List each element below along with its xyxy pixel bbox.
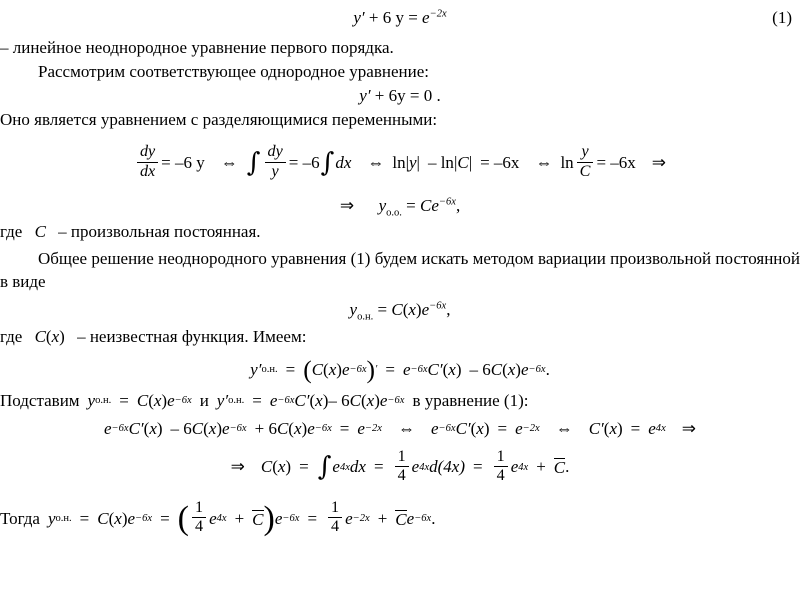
substitution-line	[0, 391, 800, 411]
deriv-p3-close: )	[515, 359, 521, 379]
dy-numerator: dy	[137, 143, 158, 162]
int-Cbar: C	[553, 458, 566, 478]
deriv-y: y	[250, 359, 258, 379]
final-e5-exp: −6x	[414, 513, 432, 525]
final-Cbar: C	[252, 509, 264, 529]
int-e3: e	[510, 457, 519, 477]
int-e1: e	[332, 457, 340, 477]
homogeneous-equation	[0, 86, 800, 106]
C-bar-constant-3	[395, 510, 406, 528]
int-p-open: (	[272, 457, 278, 477]
sep-abs-y: y	[409, 153, 417, 172]
oon-e: e	[421, 300, 430, 320]
oon-eq: =	[377, 300, 388, 320]
big-p1-close: )	[156, 418, 163, 438]
subst-x3: x	[366, 390, 375, 410]
final-e5: e	[406, 508, 415, 528]
big-e4: e	[357, 418, 365, 438]
paragraph-variation-method: Общее решение неоднородного уравнения (1) будем искать методом вариации произвольной постоянной в виде	[0, 249, 800, 292]
deriv-exp3: −6x	[528, 364, 546, 376]
deriv-paren-open: (	[303, 354, 312, 384]
document-page	[0, 8, 800, 616]
where-Cx-pre: где	[0, 326, 23, 346]
deriv-x2: x	[448, 359, 456, 379]
int-eq: =	[299, 457, 309, 477]
y-numerator: y	[577, 143, 594, 162]
sep-eq2: = –6	[288, 153, 320, 172]
equation-number: (1)	[772, 8, 792, 27]
final-e2-exp: 4x	[216, 513, 227, 525]
final-e4-exp: −2x	[352, 513, 370, 525]
big-eq3: =	[630, 418, 641, 438]
oon-paren-close: )	[415, 300, 422, 320]
dy-over-y-fraction	[265, 143, 286, 180]
subst-exp2: −6x	[277, 395, 295, 407]
final-e3-exp: −6x	[282, 513, 300, 525]
sep-minus-ln: – ln	[427, 153, 454, 172]
sep-ln2: ln	[560, 153, 574, 172]
ooo-y: y	[378, 196, 387, 215]
C-bar-constant-1	[554, 458, 565, 476]
subst-sub: о.н.	[95, 395, 112, 407]
final-p-open: (	[108, 508, 115, 528]
four-denominator-1: 4	[397, 466, 406, 484]
int-x: x	[277, 457, 286, 477]
hom-prime: ′	[366, 86, 371, 105]
int-p-close: )	[285, 457, 292, 477]
big-p3-open: (	[288, 418, 294, 438]
final-C: C	[97, 508, 109, 528]
big-p2: + 6	[254, 418, 277, 438]
final-dot: .	[431, 508, 436, 528]
int-arrow: ⇒	[230, 457, 245, 477]
eq1-prime: ′	[360, 8, 365, 27]
deriv-e: e	[341, 359, 350, 379]
one-quarter-fraction-2	[494, 448, 508, 485]
deriv-p2-open: (	[442, 359, 449, 379]
sep-iff3: ⇔	[535, 153, 553, 172]
four-denominator-4: 4	[331, 518, 340, 536]
subst-p-open: (	[148, 390, 154, 410]
eq1-e: e	[422, 8, 430, 27]
big-C2: C	[191, 418, 204, 438]
y-over-C-fraction	[577, 143, 594, 180]
big-e2-exp: −6x	[229, 423, 247, 435]
final-Cbar2: C	[395, 509, 407, 529]
big-x3: x	[293, 418, 302, 438]
oon-subscript: о.н.	[357, 311, 374, 323]
deriv-p2-close: )	[455, 359, 462, 379]
eq1-exp: −2x	[429, 8, 447, 20]
big-p4: ′	[600, 418, 604, 438]
big-p4-close: )	[483, 418, 490, 438]
subst-e: e	[167, 390, 175, 410]
subst-e3: e	[379, 390, 388, 410]
one-numerator-3: 1	[192, 499, 206, 518]
final-eq: =	[79, 508, 90, 528]
sep-dx2: dx	[335, 153, 352, 172]
subst-exp: −6x	[174, 395, 192, 407]
final-pre: Тогда	[0, 508, 40, 528]
subst-x: x	[153, 390, 162, 410]
big-C5: C	[588, 418, 601, 438]
abs-open-1: |	[405, 153, 409, 172]
big-e6-exp: −2x	[522, 423, 540, 435]
big-x2: x	[208, 418, 217, 438]
subst-y: y	[87, 390, 96, 410]
subst-p3-close: )	[374, 390, 380, 410]
abs-open-2: |	[453, 153, 458, 172]
deriv-x3: x	[507, 359, 516, 379]
subst-prime3: ′	[305, 390, 310, 410]
int-e2: e	[411, 457, 420, 477]
eq1-y: y	[353, 8, 361, 27]
deriv-prime: ′	[257, 359, 262, 379]
hom-y: y	[359, 86, 367, 105]
big-p3: ′	[466, 418, 471, 438]
big-e7-exp: 4x	[655, 423, 666, 435]
where-Cx-paren-open: (	[45, 326, 52, 346]
big-e6: e	[515, 418, 523, 438]
where-Cx-x: x	[51, 326, 60, 346]
final-x: x	[114, 508, 122, 528]
big-iff1: ⇔	[397, 418, 415, 438]
C-denominator: C	[579, 162, 591, 180]
deriv-exp: −6x	[349, 364, 367, 376]
sep-eq3: = –6x	[480, 153, 520, 172]
abs-close-2: |	[468, 153, 473, 172]
subst-p-close: )	[161, 390, 168, 410]
subst-exp3: −6x	[387, 395, 405, 407]
four-denominator-3: 4	[195, 518, 204, 536]
big-C3: C	[276, 418, 289, 438]
subst-x2: x	[315, 390, 323, 410]
text-line-consider-homog: Рассмотрим соответствующее однородное уравнение:	[38, 62, 429, 81]
big-p1-open: (	[143, 418, 150, 438]
four-denominator-2: 4	[496, 466, 505, 484]
sep-iff2: ⇔	[367, 153, 385, 172]
one-numerator-4: 1	[328, 499, 342, 518]
final-p-close: )	[121, 508, 128, 528]
big-x1: x	[149, 418, 157, 438]
big-e4-exp: −2x	[364, 423, 382, 435]
subst-y2: y	[216, 390, 225, 410]
oon-x: x	[408, 300, 416, 320]
derivative-line	[0, 355, 800, 385]
big-e5-exp: −6x	[438, 423, 456, 435]
big-e1: e	[103, 418, 112, 438]
deriv-paren-prime: ′	[375, 364, 378, 376]
big-p1: ′	[139, 418, 144, 438]
sep-arrow: ⇒	[651, 153, 667, 172]
subst-post: в уравнение (1):	[412, 390, 529, 410]
deriv-subscript: о.н.	[261, 364, 278, 376]
equation-1	[353, 8, 446, 27]
int-e3-exp: 4x	[518, 461, 529, 473]
subst-minus: – 6	[328, 390, 350, 410]
deriv-dot: .	[545, 359, 550, 379]
final-bigparen-open: (	[177, 499, 189, 537]
subst-and: и	[199, 390, 209, 410]
subst-C: C	[136, 390, 149, 410]
separable-chain	[0, 136, 800, 190]
final-bigparen-close: )	[263, 499, 275, 537]
int-eq2: =	[373, 457, 384, 477]
subst-sub2: о.н.	[228, 395, 245, 407]
equation-1-line	[0, 8, 800, 34]
big-p2-open: (	[203, 418, 209, 438]
oon-comma: ,	[446, 300, 451, 320]
general-homogeneous-solution	[0, 196, 800, 218]
final-exp: −6x	[135, 513, 153, 525]
ooo-C: C	[420, 196, 432, 215]
subst-eq2: =	[252, 390, 262, 410]
int-d4x: d(4x)	[429, 457, 466, 477]
one-quarter-fraction-1	[395, 448, 409, 485]
final-e2: e	[209, 508, 217, 528]
deriv-e3: e	[520, 359, 529, 379]
y-denominator: y	[271, 162, 279, 180]
big-C4: C	[455, 418, 467, 438]
big-eq1: =	[339, 418, 350, 438]
dy-dx-fraction	[137, 143, 158, 180]
final-sub: о.н.	[55, 513, 72, 525]
ooo-exp: −6x	[438, 196, 456, 208]
deriv-eq: =	[285, 359, 296, 379]
big-e5: e	[430, 418, 439, 438]
eq1-plus6y: + 6 y =	[368, 8, 418, 27]
nonhomogeneous-ansatz	[0, 300, 800, 322]
sep-eq4: = –6x	[596, 153, 636, 172]
big-e2: e	[222, 418, 230, 438]
final-solution-line	[0, 500, 800, 538]
subst-e2: e	[269, 390, 278, 410]
int-e2-exp: 4x	[419, 461, 430, 473]
big-x4: x	[476, 418, 484, 438]
where-C-symbol: C	[34, 222, 46, 242]
big-e1-exp: −6x	[111, 423, 129, 435]
text-line-separable: Оно является уравнением с разделяющимися переменными:	[0, 110, 438, 129]
big-e3: e	[307, 418, 315, 438]
big-m1: – 6	[170, 418, 192, 438]
deriv-p-close: )	[336, 359, 342, 379]
deriv-e2: e	[402, 359, 411, 379]
dy-numerator-2: dy	[265, 143, 286, 162]
where-C-post: – произвольная постоянная.	[58, 222, 261, 242]
big-e3-exp: −6x	[314, 423, 332, 435]
subst-prime2: ′	[224, 390, 229, 410]
abs-close-1: |	[416, 153, 420, 172]
int-e1-exp: 4x	[339, 461, 350, 473]
ooo-eq: =	[406, 196, 416, 215]
big-arrow: ⇒	[681, 418, 696, 438]
deriv-Cp: C	[427, 359, 439, 379]
sep-eq1: = –6 y	[161, 153, 205, 172]
where-Cx-C: C	[34, 326, 46, 346]
big-eq2: =	[497, 418, 508, 438]
deriv-C: C	[311, 359, 324, 379]
where-Cx-paren-close: )	[59, 326, 65, 346]
oon-C: C	[391, 300, 403, 320]
big-C1: C	[128, 418, 140, 438]
dx-denominator: dx	[139, 162, 156, 180]
deriv-prime2: ′	[438, 359, 443, 379]
deriv-eq2: =	[385, 359, 395, 379]
sep-ln-y: ln	[392, 153, 406, 172]
ooo-subscript: о.о.	[386, 207, 402, 219]
hom-rest: + 6y = 0 .	[374, 86, 441, 105]
int-dx: dx	[349, 457, 366, 477]
final-eq3: =	[307, 508, 318, 528]
int-plus: +	[536, 457, 546, 477]
oon-y: y	[349, 300, 358, 320]
text-line-where-C	[0, 222, 800, 242]
int-dot: .	[565, 457, 570, 477]
subst-eq: =	[119, 390, 129, 410]
integral-sign-2: ∫	[320, 148, 335, 178]
subst-p3-open: (	[360, 390, 367, 410]
big-iff2: ⇔	[555, 418, 573, 438]
sep-iff1: ⇔	[220, 153, 238, 172]
ooo-arrow: ⇒	[339, 196, 355, 215]
subst-pre: Подставим	[0, 390, 80, 410]
ooo-e: e	[431, 196, 439, 215]
int-C: C	[260, 457, 273, 477]
oon-paren-open: (	[402, 300, 409, 320]
where-C-pre: где	[0, 222, 23, 242]
deriv-x: x	[328, 359, 337, 379]
big-x5: x	[609, 418, 617, 438]
final-plus: +	[234, 508, 245, 528]
deriv-minus6: – 6	[469, 359, 491, 379]
one-numerator-1: 1	[395, 448, 409, 467]
subst-C2: C	[294, 390, 306, 410]
final-eq2: =	[160, 508, 170, 528]
big-p2-close: )	[216, 418, 223, 438]
one-numerator-2: 1	[494, 448, 508, 467]
final-e: e	[127, 508, 136, 528]
big-e7: e	[648, 418, 656, 438]
deriv-p-open: (	[323, 359, 329, 379]
one-quarter-fraction-3	[192, 499, 206, 536]
final-plus2: +	[377, 508, 388, 528]
final-e4: e	[345, 508, 353, 528]
deriv-C3: C	[490, 359, 503, 379]
subst-C3: C	[349, 390, 361, 410]
deriv-exp2: −6x	[410, 364, 428, 376]
oon-exp: −6x	[429, 300, 447, 312]
subst-p2-open: (	[309, 390, 316, 410]
sep-abs-C: C	[457, 153, 469, 172]
big-p4-open: (	[470, 418, 477, 438]
where-Cx-post: – неизвестная функция. Имеем:	[77, 326, 307, 346]
big-p5-open: (	[603, 418, 610, 438]
C-bar-constant-2	[252, 510, 263, 528]
subst-p2-close: )	[322, 390, 329, 410]
text-line-where-Cx	[0, 327, 800, 347]
big-p3-close: )	[301, 418, 308, 438]
deriv-p3-open: (	[502, 359, 508, 379]
final-y: y	[47, 508, 56, 528]
one-quarter-fraction-4	[328, 499, 342, 536]
integral-sign-1: ∫	[246, 148, 261, 178]
big-equation-chain	[0, 419, 800, 439]
final-e3: e	[274, 508, 283, 528]
deriv-paren-close: )	[366, 354, 376, 384]
ooo-comma: ,	[455, 196, 461, 215]
integral-sign-3: ∫	[317, 452, 332, 483]
text-line-linear-nonhomog: – линейное неоднородное уравнение первого порядка.	[0, 38, 394, 57]
int-eq3: =	[473, 457, 483, 477]
integral-solution-line	[0, 449, 800, 486]
big-p5-close: )	[616, 418, 623, 438]
